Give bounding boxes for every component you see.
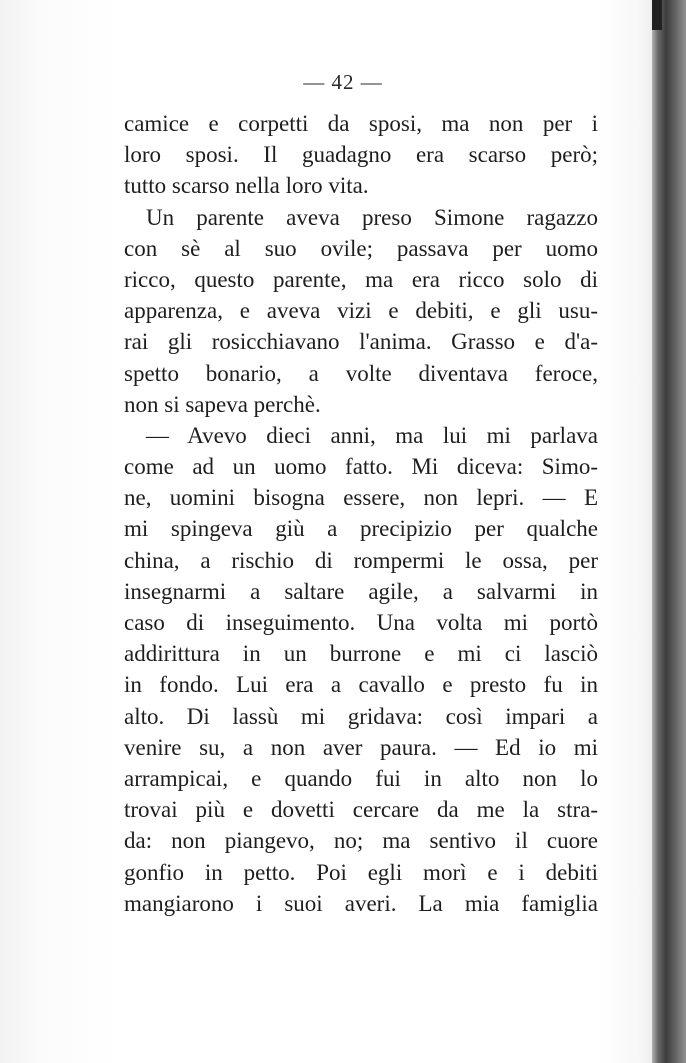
page-number: — 42 — <box>303 70 383 94</box>
book-spine-shadow <box>652 0 662 30</box>
text-line: ne, uomini bisogna essere, non lepri. — E <box>124 485 598 511</box>
text-line: tutto scarso nella loro vita. <box>124 173 369 199</box>
text-line: ricco, questo parente, ma era ricco solo di <box>124 266 598 292</box>
text-line: alto. Di lassù mi gridava: così impari a <box>124 703 598 729</box>
text-line: addirittura in un burrone e mi ci lasciò <box>124 641 598 667</box>
text-line: trovai più e dovetti cercare da me la stra- <box>124 797 598 823</box>
text-line: rai gli rosicchiavano l'anima. Grasso e d'a- <box>124 329 598 355</box>
text-line: mangiarono i suoi averi. La mia famiglia <box>124 890 598 916</box>
text-line: spetto bonario, a volte diventava feroce, <box>124 360 598 386</box>
text-line: apparenza, e aveva vizi e debiti, e gli usu- <box>124 298 598 324</box>
text-line: non si sapeva perchè. <box>124 391 321 417</box>
text-line: da: non piangevo, no; ma sentivo il cuore <box>124 828 598 854</box>
text-line: Un parente aveva preso Simone ragazzo <box>146 204 598 230</box>
text-line: venire su, a non aver paura. — Ed io mi <box>124 734 598 760</box>
text-line: con sè al suo ovile; passava per uomo <box>124 235 598 261</box>
book-spine-edge <box>652 0 686 1063</box>
body-text <box>124 108 598 919</box>
text-line: caso di inseguimento. Una volta mi portò <box>124 610 598 635</box>
text-line: camice e corpetti da sposi, ma non per i <box>124 111 598 136</box>
text-line: china, a rischio di rompermi le ossa, per <box>124 547 598 573</box>
text-line: insegnarmi a saltare agile, a salvarmi in <box>124 578 598 604</box>
text-line: in fondo. Lui era a cavallo e presto fu in <box>124 672 598 698</box>
text-line: mi spingeva giù a precipizio per qualche <box>124 516 598 542</box>
text-line: gonfio in petto. Poi egli morì e i debiti <box>124 859 598 885</box>
text-line: — Avevo dieci anni, ma lui mi parlava <box>146 422 598 448</box>
text-line: arrampicai, e quando fui in alto non lo <box>124 765 598 791</box>
text-line: come ad un uomo fatto. Mi diceva: Simo- <box>124 454 598 480</box>
text-line: loro sposi. Il guadagno era scarso però; <box>124 142 598 168</box>
